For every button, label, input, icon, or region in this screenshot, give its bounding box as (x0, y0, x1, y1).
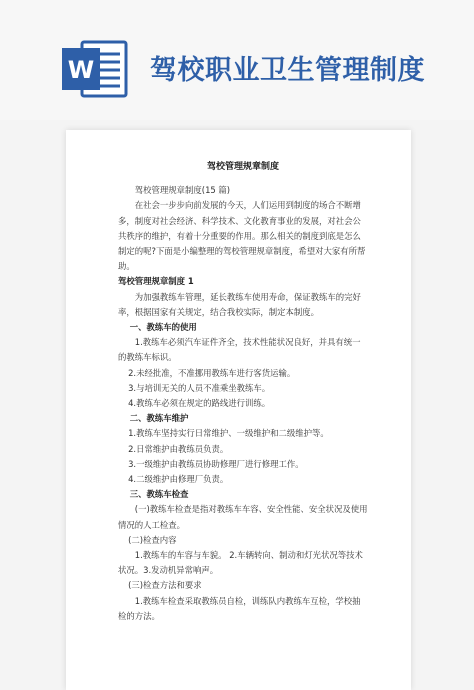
paragraph: 1.教练车的车容与车貌。 2.车辆转向、制动和灯光状况等技术状况。3.发动机异常响声。 (118, 550, 363, 576)
document-title: 驾校管理规章制度 (206, 162, 279, 172)
paragraph: (二)检查内容 (128, 534, 177, 545)
paragraph: 驾校管理规章制度(15 篇) (134, 185, 231, 196)
word-document-icon (60, 38, 130, 100)
document-body (118, 183, 368, 624)
banner-title: 驾校职业卫生管理制度 (150, 55, 425, 86)
document-page (66, 130, 411, 690)
paragraph: 3.与培训无关的人员不准乘坐教练车。 (128, 382, 271, 393)
word-icon-letter: W (67, 56, 95, 84)
paragraph: 1.教练车必须汽车证件齐全，技术性能状况良好，并具有统一的教练车标识。 (118, 337, 361, 363)
paragraph: 1.教练车坚持实行日常维护、一级维护和二级维护等。 (128, 428, 329, 439)
section-heading: 驾校管理规章制度 1 (118, 276, 194, 287)
paragraph: 为加强教练车管理，延长教练车使用寿命，保证教练车的完好率，根据国家有关规定，结合我校实际，制定本制度。 (118, 291, 361, 317)
document-content (118, 160, 368, 624)
paragraph: 2.未经批准，不准挪用教练车进行客货运输。 (128, 367, 296, 378)
paragraph: (三)检查方法和要求 (128, 580, 202, 591)
paragraph: (一)教练车检查是指对教练车车容、安全性能、安全状况及使用情况的人工检查。 (118, 504, 368, 530)
paragraph: 4.二级维护由修理厂负责。 (128, 474, 229, 485)
paragraph: 在社会一步步向前发展的今天，人们运用到制度的场合不断增多，制度对社会经济、科学技术、文化教育事业的发展，对社会公共秩序的维护，有着十分重要的作用。那么相关的制度到底是怎么制定的呢?下面是小编整理的驾校管理规章制度，希望对大家有所帮助。 (118, 200, 366, 272)
paragraph: 2.日常维护由教练员负责。 (128, 443, 229, 454)
section-heading: 一、教练车的使用 (129, 322, 197, 333)
top-banner (0, 0, 474, 120)
section-heading: 二、教练车维护 (129, 413, 189, 424)
paragraph: 4.教练车必须在规定的路线进行训练。 (128, 398, 271, 409)
paragraph: 3.一级维护由教练员协助修理厂进行修理工作。 (128, 458, 304, 469)
section-heading: 三、教练车检查 (129, 489, 189, 500)
paragraph: 1.教练车检查采取教练员自检，训练队内教练车互检，学校抽检的方法。 (118, 595, 361, 621)
